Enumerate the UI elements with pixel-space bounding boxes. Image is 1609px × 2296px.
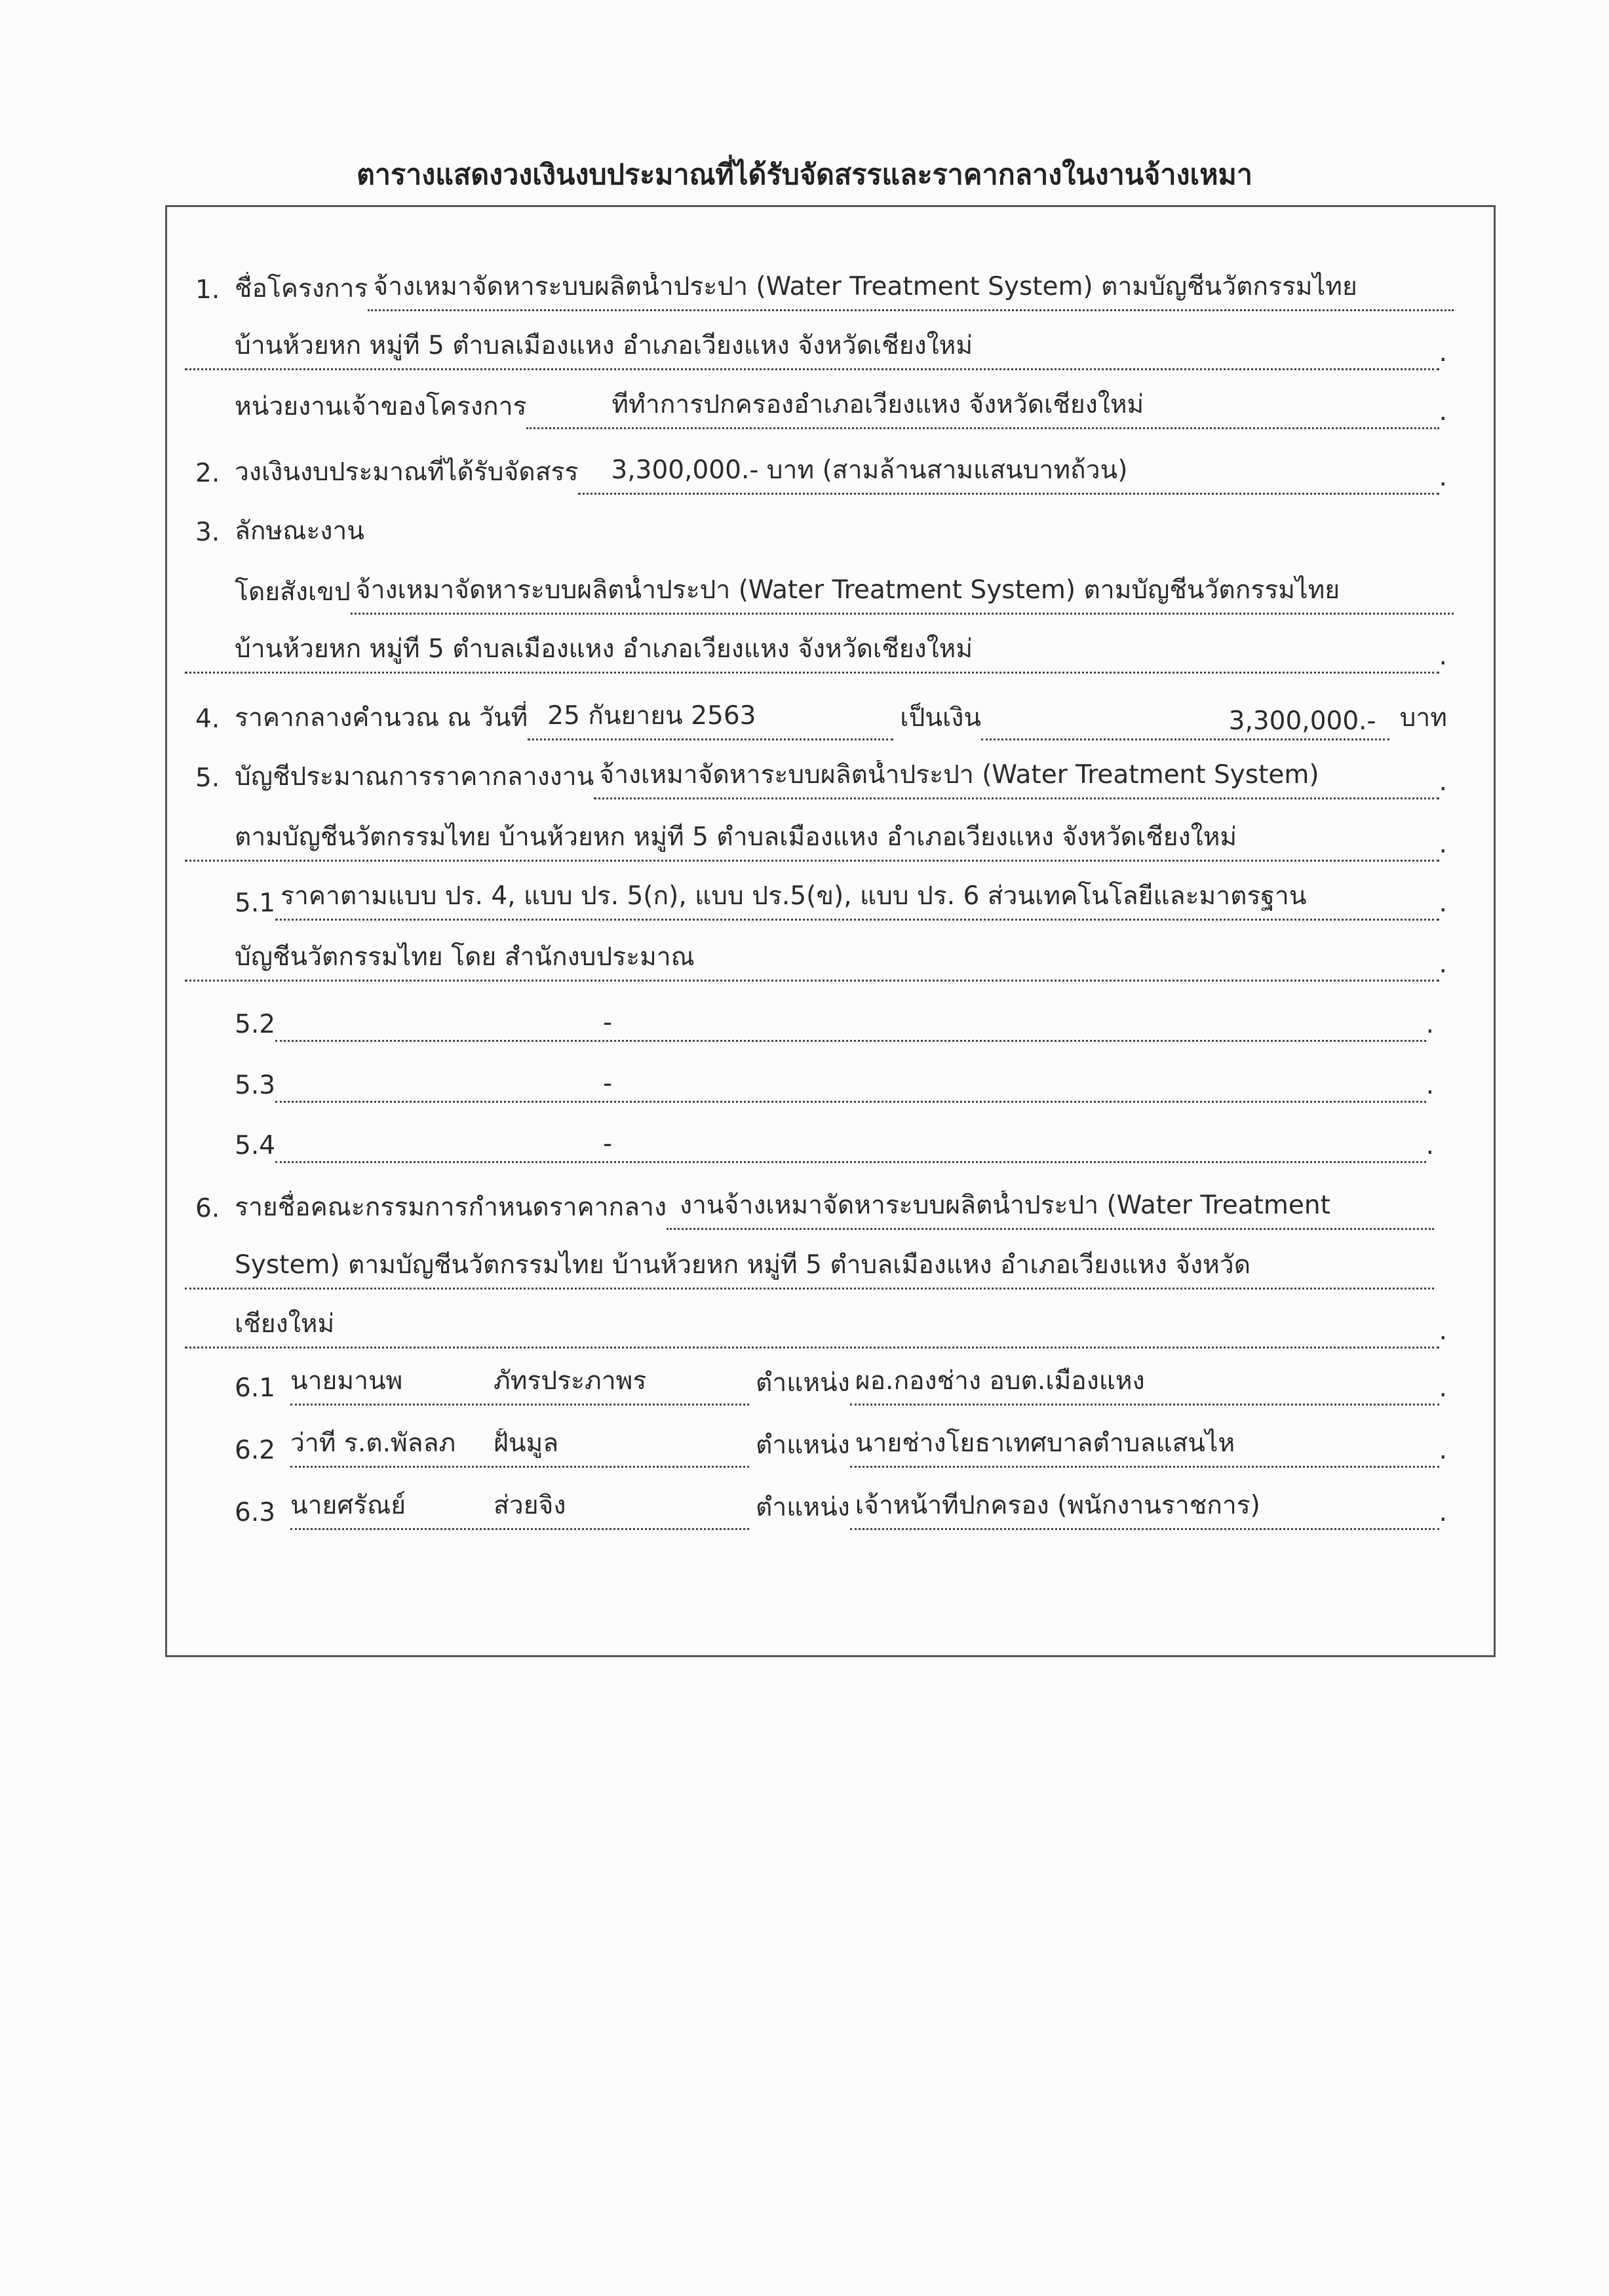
- member-name: [290, 1428, 749, 1468]
- end-mark: .: [1439, 397, 1447, 427]
- item-2-label: วงเงินงบประมาณที่ได้รับจัดสรร: [235, 457, 579, 487]
- member-name: [290, 1491, 749, 1530]
- item-6-line-2: [185, 1250, 1434, 1290]
- item-6-location: System) ตามบัญชีนวัตกรรมไทย บ้านห้วยหก หมู่ที่ 5 ตำบลเมืองแหง อำเภอเวียงแหง จังหวัด: [185, 1250, 1434, 1290]
- member-position: เจ้าหน้าที่ปกครอง (พนักงานราชการ): [850, 1491, 1439, 1530]
- item-3-description: จ้างเหมาจัดหาระบบผลิตน้ำประปา (Water Treatment System) ตามบัญชีนวัตกรรมไทย: [351, 575, 1454, 615]
- item-4-label: ราคากลางคำนวณ ณ วันที่: [235, 703, 528, 733]
- end-mark: .: [1439, 1436, 1447, 1465]
- amount-label: เป็นเงิน: [900, 703, 982, 733]
- position-label: ตำแหน่ง: [756, 1493, 850, 1522]
- item-5-2-number: 5.2: [235, 1010, 276, 1039]
- owner-label: หน่วยงานเจ้าของโครงการ: [235, 392, 527, 421]
- item-3-line-1: [235, 514, 1447, 554]
- member-number: 6.1: [235, 1373, 276, 1403]
- item-5-1-line-1: [235, 881, 1447, 921]
- item-5-label: บัญชีประมาณการราคากลางงาน: [235, 762, 594, 792]
- budget-value: 3,300,000.- บาท (สามล้านสามแสนบาทถ้วน): [578, 455, 1439, 495]
- item-6-number: 6.: [195, 1194, 220, 1223]
- item-3-location: บ้านห้วยหก หมู่ที่ 5 ตำบลเมืองแหง อำเภอเวียงแหง จังหวัดเชียงใหม่: [185, 634, 1439, 674]
- reference-date: 25 กันยายน 2563: [528, 701, 893, 740]
- end-mark: .: [1439, 463, 1447, 492]
- item-1-line-3: [235, 390, 1447, 429]
- committee-member-row: [235, 1428, 1447, 1468]
- median-price-amount: 3,300,000.-: [981, 706, 1389, 740]
- member-number: 6.3: [235, 1498, 276, 1527]
- end-mark: .: [1425, 1010, 1434, 1039]
- committee-member-row: [235, 1366, 1447, 1406]
- item-1-line-1: [235, 272, 1454, 311]
- item-5-1-description: ราคาตามแบบ ปร. 4, แบบ ปร. 5(ก), แบบ ปร.5(ข), แบบ ปร. 6 ส่วนเทคโนโลยีและมาตรฐาน: [275, 881, 1439, 921]
- item-5-4-value: -: [275, 1129, 1426, 1163]
- item-6-line-1: [235, 1191, 1434, 1230]
- item-5-3-number: 5.3: [235, 1071, 276, 1100]
- member-number: 6.2: [235, 1436, 276, 1465]
- member-last-name: ส่วยจิ่ง: [494, 1491, 566, 1520]
- end-mark: .: [1439, 1373, 1447, 1403]
- item-5-1-line-2: [185, 942, 1447, 982]
- end-mark: .: [1439, 949, 1447, 979]
- item-4-number: 4.: [195, 704, 220, 734]
- end-mark: .: [1439, 1316, 1447, 1346]
- item-3-number: 3.: [195, 518, 220, 547]
- member-first-name: นายศรัณย์: [290, 1491, 406, 1520]
- item-1-number: 1.: [195, 275, 220, 305]
- position-label: ตำแหน่ง: [756, 1368, 850, 1398]
- item-6-label: รายชื่อคณะกรรมการกำหนดราคากลาง: [235, 1193, 667, 1222]
- item-1-project-name: จ้างเหมาจัดหาระบบผลิตน้ำประปา (Water Treatment System) ตามบัญชีนวัตกรรมไทย: [368, 272, 1454, 311]
- item-6-province: เชียงใหม่: [185, 1309, 1439, 1349]
- end-mark: .: [1439, 889, 1447, 918]
- item-5-1-number: 5.1: [235, 889, 276, 918]
- end-mark: .: [1425, 1131, 1434, 1160]
- item-5-line-2: [185, 822, 1447, 862]
- member-position: นายช่างโยธาเทศบาลตำบลแสนไห: [850, 1428, 1439, 1468]
- end-mark: .: [1439, 767, 1447, 797]
- member-position: ผอ.กองช่าง อบต.เมืองแหง: [850, 1366, 1439, 1406]
- page-title: ตารางแสดงวงเงินงบประมาณที่ได้รับจัดสรรและราคากลางในงานจ้างเหมา: [356, 159, 1253, 191]
- item-5-3-line: [235, 1063, 1434, 1103]
- item-6-line-3: [185, 1309, 1447, 1349]
- currency-unit: บาท: [1399, 703, 1447, 733]
- item-5-number: 5.: [195, 763, 220, 793]
- item-5-2-line: [235, 1003, 1434, 1042]
- item-3-label: ลักษณะงาน: [235, 516, 364, 546]
- item-5-line-1: [235, 760, 1447, 799]
- item-5-4-number: 5.4: [235, 1131, 276, 1160]
- item-3-line-3: [185, 634, 1447, 674]
- item-5-4-line: [235, 1124, 1434, 1163]
- item-1-line-2: [185, 331, 1447, 370]
- position-label: ตำแหน่ง: [756, 1430, 850, 1460]
- item-5-description: จ้างเหมาจัดหาระบบผลิตน้ำประปา (Water Treatment System): [594, 760, 1439, 799]
- item-2-number: 2.: [195, 459, 220, 488]
- member-name: [290, 1366, 749, 1406]
- member-last-name: ฝั้นมูล: [494, 1428, 559, 1458]
- item-3-line-2: [235, 575, 1454, 615]
- member-first-name: ว่าที่ ร.ต.พัลลภ: [290, 1428, 456, 1458]
- committee-member-row: [235, 1491, 1447, 1530]
- end-mark: .: [1439, 1498, 1447, 1527]
- item-5-location: ตามบัญชีนวัตกรรมไทย บ้านห้วยหก หมู่ที่ 5 ตำบลเมืองแหง อำเภอเวียงแหง จังหวัดเชียงใหม่: [185, 822, 1439, 862]
- owner-value: ที่ทำการปกครองอำเภอเวียงแหง จังหวัดเชียงใหม่: [526, 390, 1439, 429]
- item-4-line: [235, 701, 1447, 740]
- item-1-project-location: บ้านห้วยหก หมู่ที่ 5 ตำบลเมืองแหง อำเภอเวียงแหง จังหวัดเชียงใหม่: [185, 331, 1439, 370]
- member-last-name: ภัทรประภาพร: [494, 1366, 647, 1396]
- item-3-sub-label: โดยสังเขป: [235, 577, 351, 607]
- end-mark: .: [1425, 1071, 1434, 1100]
- item-5-3-value: -: [275, 1069, 1426, 1103]
- item-6-description: งานจ้างเหมาจัดหาระบบผลิตน้ำประปา (Water Treatment: [667, 1191, 1434, 1230]
- item-5-1-source: บัญชีนวัตกรรมไทย โดย สำนักงบประมาณ: [185, 942, 1439, 982]
- item-2-line: [235, 455, 1447, 495]
- item-1-label: ชื่อโครงการ: [235, 274, 368, 303]
- end-mark: .: [1439, 641, 1447, 671]
- item-5-2-value: -: [275, 1008, 1426, 1042]
- member-first-name: นายมานพ: [290, 1366, 403, 1396]
- end-mark: .: [1439, 830, 1447, 859]
- end-mark: .: [1439, 338, 1447, 368]
